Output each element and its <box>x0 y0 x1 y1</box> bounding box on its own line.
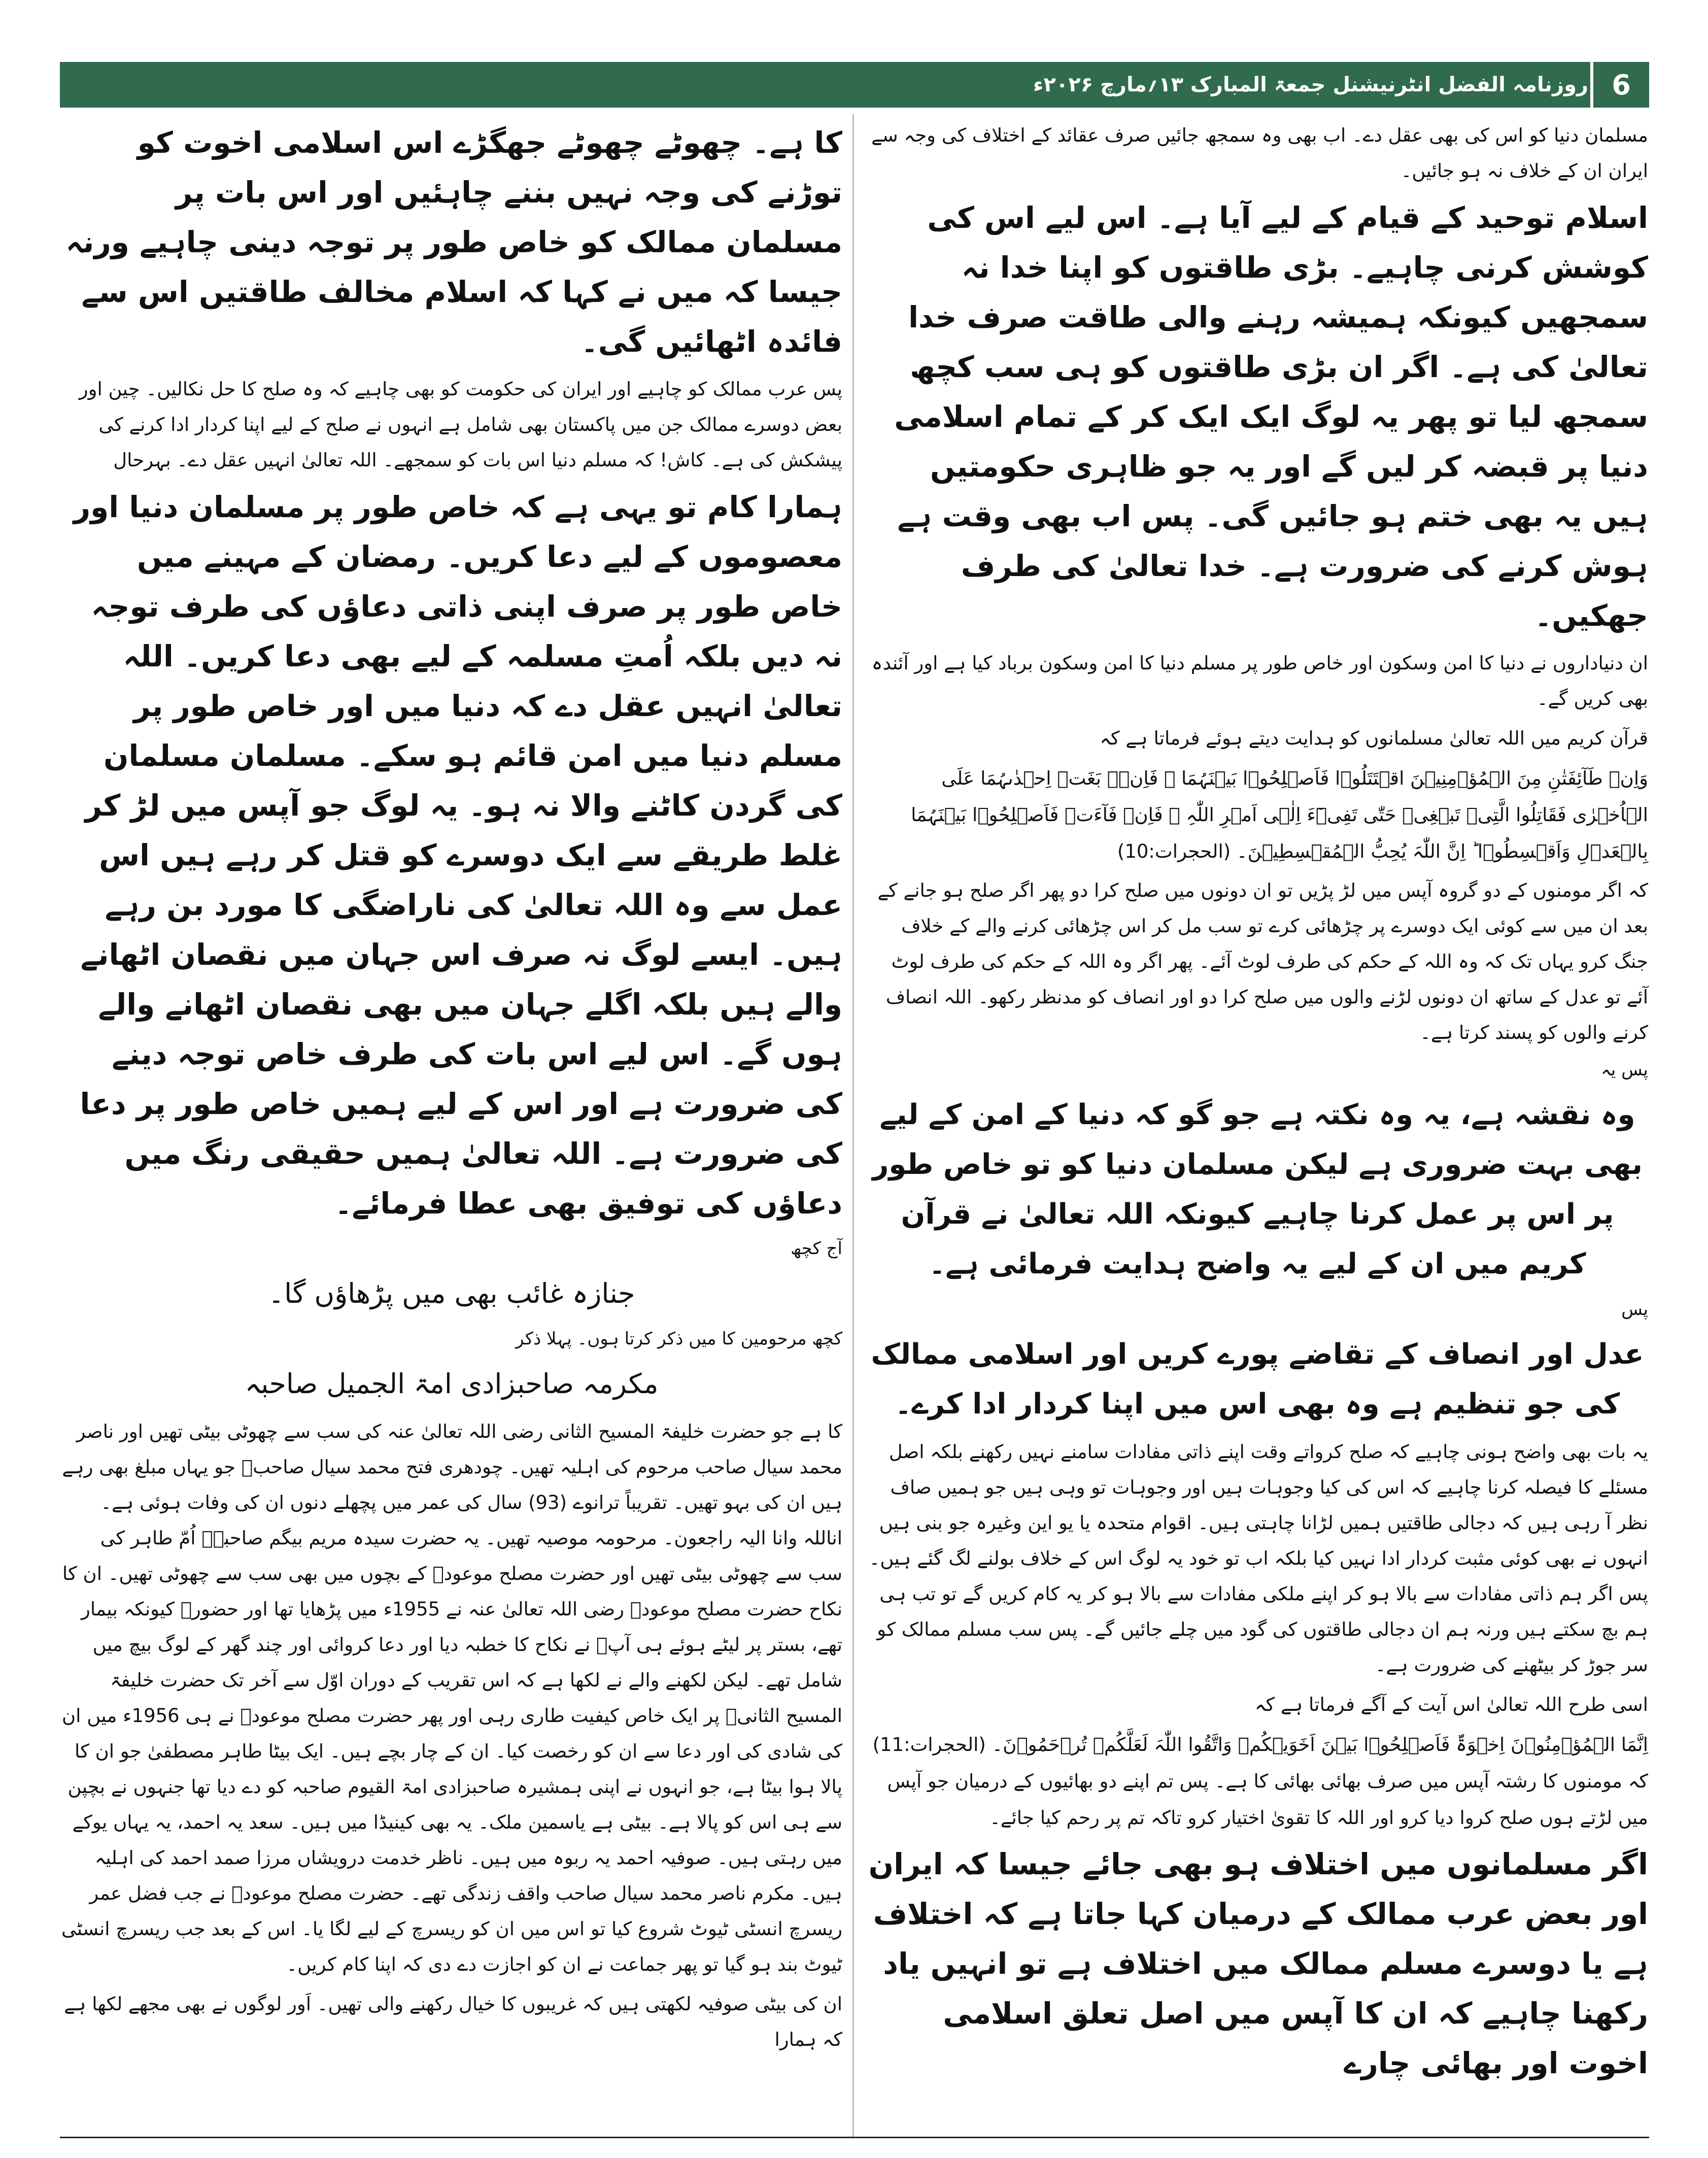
paragraph: ان کی بیٹی صوفیہ لکھتی ہیں کہ غریبوں کا خیال رکھنے والی تھیں۔ اَور لوگوں نے بھی مجھے لکھا ہے کہ ہمارا <box>64 1993 842 2050</box>
newspaper-title: روزنامہ الفضل انٹرنیشنل جمعۃ المبارک ۱۳؍مارچ ۲۰۲۶ء <box>1033 73 1588 96</box>
paragraph: پس یہ <box>1600 1060 1648 1080</box>
paragraph: قرآن کریم میں اللہ تعالیٰ مسلمانوں کو ہدایت دیتے ہوئے فرماتا ہے کہ <box>1100 727 1648 749</box>
quran-verse: اِنَّمَا الۡمُؤۡمِنُوۡنَ اِخۡوَۃٌ فَاَصۡلِحُوۡا بَیۡنَ اَخَوَیۡکُمۡ وَاتَّقُوا اللّٰہَ لَعَلَّکُمۡ تُرۡحَمُوۡنَ۔ (الحجرات:11) کہ مومنوں کا رشتہ آپس میں صرف بھائی بھائی کا ہے۔ پس تم اپنے دو بھائیوں کے درمیان جو آپس میں لڑتے ہوں صلح کروا دیا کرو اور اللہ کا تقویٰ اختیار کرو تاکہ تم پر رحم کیا جائے۔ <box>872 1734 1648 1829</box>
paragraph: یہ بات بھی واضح ہونی چاہیے کہ صلح کرواتے وقت اپنے ذاتی مفادات سامنے نہیں رکھنے بلکہ اصل مسئلے کا فیصلہ کرنا چاہیے کہ اس کی کیا وجوہات ہیں اور وجوہات تو وہی ہیں جو ہمیں صاف نظر آ رہی ہیں کہ دجالی طاقتیں ہمیں لڑانا چاہتی ہیں۔ اقوام متحدہ یا یو این وغیرہ جو بنی ہیں انہوں نے بھی کوئی مثبت کردار ادا نہیں کیا بلکہ اب تو خود یہ لوگ اس کے خلاف بولنے لگ گئے ہیں۔ پس اگر ہم ذاتی مفادات سے بالا ہو کر اپنے ملکی مفادات سے بالا ہو کر یہ کام کریں گے تو تب ہی ہم بچ سکتے ہیں ورنہ ہم ان دجالی طاقتوں کی گود میں چلے جائیں گے۔ پس سب مسلم ممالک کو سر جوڑ کر بیٹھنے کی ضرورت ہے۔ <box>869 1441 1648 1676</box>
bottom-rule <box>60 2137 1649 2138</box>
bold-paragraph: عدل اور انصاف کے تقاضے پورے کریں اور اسلامی ممالک کی جو تنظیم ہے وہ بھی اس میں اپنا کردار ادا کرے۔ <box>871 1338 1644 1421</box>
obituary-heading: مکرمہ صاحبزادی امۃ الجمیل صاحبہ <box>245 1368 659 1400</box>
quran-verse: وَاِنۡ طَآئِفَتٰنِ مِنَ الۡمُؤۡمِنِیۡنَ اقۡتَتَلُوۡا فَاَصۡلِحُوۡا بَیۡنَہُمَا ۚ فَاِنۡۢ بَغَتۡ اِحۡدٰىہُمَا عَلَی الۡاُخۡرٰی فَقَاتِلُوا الَّتِیۡ تَبۡغِیۡ حَتّٰی تَفِیۡٓءَ اِلٰۤی اَمۡرِ اللّٰہِ ۚ فَاِنۡ فَآءَتۡ فَاَصۡلِحُوۡا بَیۡنَہُمَا بِالۡعَدۡلِ وَاَقۡسِطُوۡا ؕ اِنَّ اللّٰہَ یُحِبُّ الۡمُقۡسِطِیۡنَ۔ (الحجرات:10) <box>911 767 1648 862</box>
paragraph: کچھ مرحومین کا میں ذکر کرتا ہوں۔ پہلا ذکر <box>516 1329 842 1349</box>
paragraph: کہ اگر مومنوں کے دو گروہ آپس میں لڑ پڑیں تو ان دونوں میں صلح کرا دو پھر اگر صلح ہو جانے کے بعد ان میں سے کوئی ایک دوسرے پر چڑھائی کرے تو سب مل کر اس چڑھائی کرنے والے کے خلاف جنگ کرو یہاں تک کہ وہ اللہ کے حکم کی طرف لوٹ آئے۔ پھر اگر وہ اللہ کے حکم کی طرف لوٹ آئے تو عدل کے ساتھ ان دونوں لڑنے والوں میں صلح کرا دو اور انصاف کو مدنظر رکھو۔ اللہ انصاف کرنے والوں کو پسند کرتا ہے۔ <box>877 880 1648 1043</box>
paragraph: ان دنیاداروں نے دنیا کا امن وسکون اور خاص طور پر مسلم دنیا کا امن وسکون برباد کیا ہے اور آئندہ بھی کریں گے۔ <box>871 652 1648 710</box>
column-divider <box>852 114 854 2137</box>
paragraph: آج کچھ <box>791 1238 842 1259</box>
paragraph: اسی طرح اللہ تعالیٰ اس آیت کے آگے فرماتا ہے کہ <box>1254 1694 1648 1715</box>
paragraph: مسلمان دنیا کو اس کی بھی عقل دے۔ اب بھی وہ سمجھ جائیں صرف عقائد کے اختلاف کی وجہ سے ایران ان کے خلاف نہ ہو جائیں۔ <box>871 124 1648 182</box>
bold-paragraph: کا ہے۔ چھوٹے چھوٹے جھگڑے اس اسلامی اخوت کو توڑنے کی وجہ نہیں بننے چاہئیں اور اس بات پر مسلمان ممالک کو خاص طور پر توجہ دینی چاہیے ورنہ جیسا کہ میں نے کہا کہ اسلام مخالف طاقتیں اس سے فائدہ اٹھائیں گی۔ <box>65 125 842 359</box>
left-column <box>61 118 842 2062</box>
bold-paragraph: اگر مسلمانوں میں اختلاف ہو بھی جائے جیسا کہ ایران اور بعض عرب ممالک کے درمیان کہا جاتا ہے کہ اختلاف ہے یا دوسرے مسلم ممالک میں اختلاف ہے تو انہیں یاد رکھنا چاہیے کہ ان کا آپس میں اصل تعلق اسلامی اخوت اور بھائی چارے <box>868 1847 1648 2080</box>
bold-paragraph: ہمارا کام تو یہی ہے کہ خاص طور پر مسلمان دنیا اور معصوموں کے لیے دعا کریں۔ رمضان کے مہینے میں خاص طور پر صرف اپنی ذاتی دعاؤں کی طرف توجہ نہ دیں بلکہ اُمتِ مسلمہ کے لیے بھی دعا کریں۔ اللہ تعالیٰ انہیں عقل دے کہ دنیا میں اور خاص طور پر مسلم دنیا میں امن قائم ہو سکے۔ مسلمان مسلمان کی گردن کاٹنے والا نہ ہو۔ یہ لوگ جو آپس میں لڑ کر غلط طریقے سے ایک دوسرے کو قتل کر رہے ہیں اس عمل سے وہ اللہ تعالیٰ کی ناراضگی کا مورد بن رہے ہیں۔ ایسے لوگ نہ صرف اس جہان میں نقصان اٹھانے والے ہیں بلکہ اگلے جہان میں بھی نقصان اٹھانے والے ہوں گے۔ اس لیے اس بات کی طرف خاص توجہ دینے کی ضرورت ہے اور اس کے لیے ہمیں خاص طور پر دعا کی ضرورت ہے۔ اللہ تعالیٰ ہمیں حقیقی رنگ میں دعاؤں کی توفیق بھی عطا فرمائے۔ <box>73 490 842 1221</box>
page-number: 6 <box>1612 69 1631 101</box>
paragraph: کا ہے جو حضرت خلیفۃ المسیح الثانی رضی اللہ تعالیٰ عنہ کی سب سے چھوٹی بیٹی تھیں اور ناصر محمد سیال صاحب مرحوم کی اہلیہ تھیں۔ چودھری فتح محمد سیال صاحبؓ جو یہاں مبلغ بھی رہے ہیں ان کی بہو تھیں۔ تقریباً ترانوے (93) سال کی عمر میں پچھلے دنوں ان کی وفات ہوئی ہے۔ اناللہ وانا الیہ راجعون۔ مرحومہ موصیہ تھیں۔ یہ حضرت سیدہ مریم بیگم صاحبہؓ اُمّ طاہر کی سب سے چھوٹی بیٹی تھیں اور حضرت مصلح موعودؓ کے بچوں میں بھی سب سے چھوٹی تھیں۔ ان کا نکاح حضرت مصلح موعودؓ رضی اللہ تعالیٰ عنہ نے 1955ء میں پڑھایا تھا اور حضورؓ کیونکہ بیمار تھے، بستر پر لیٹے ہوئے ہی آپؓ نے نکاح کا خطبہ دیا اور دعا کروائی اور چند گھر کے لوگ بیچ میں شامل تھے۔ لیکن لکھنے والے نے لکھا ہے کہ اس تقریب کے دوران اوّل سے آخر تک حضرت خلیفۃ المسیح الثانیؓ پر ایک خاص کیفیت طاری رہی اور پھر حضرت مصلح موعودؓ نے ہی 1956ء میں ان کی شادی کی اور دعا سے ان کو رخصت کیا۔ ان کے چار بچے ہیں۔ ایک بیٹا طاہر مصطفیٰ جو ان کا پالا ہوا بیٹا ہے، جو انہوں نے اپنی ہمشیرہ صاحبزادی امۃ القیوم صاحبہ کو دے دیا تھا جنہوں نے بچپن سے ہی اس کو پالا ہے۔ بیٹی ہے یاسمین ملک۔ یہ بھی کینیڈا میں ہیں۔ سعد یہ احمد، یہ یہاں یوکے میں رہتی ہیں۔ صوفیہ احمد یہ ربوہ میں ہیں۔ ناظر خدمت درویشاں مرزا صمد احمد کی اہلیہ ہیں۔ مکرم ناصر محمد سیال صاحب واقف زندگی تھے۔ حضرت مصلح موعودؓ نے جب فضل عمر ریسرچ انسٹی ٹیوٹ شروع کیا تو اس میں ان کو ریسرچ کے لیے لگا یا۔ اس کے بعد جب ریسرچ انسٹی ٹیوٹ بند ہو گیا تو پھر جماعت نے ان کو اجازت دے دی کہ اپنا کام کریں۔ <box>61 1421 842 1975</box>
right-column <box>867 118 1648 2093</box>
paragraph: پس عرب ممالک کو چاہیے اور ایران کی حکومت کو بھی چاہیے کہ وہ صلح کا حل نکالیں۔ چین اور بعض دوسرے ممالک جن میں پاکستان بھی شامل ہے انہوں نے صلح کے لیے اپنا کردار ادا کرنے کی پیشکش کی ہے۔ کاش! کہ مسلم دنیا اس بات کو سمجھے۔ اللہ تعالیٰ انہیں عقل دے۔ بہرحال <box>79 378 842 471</box>
bold-paragraph: وہ نقشہ ہے، یہ وہ نکتہ ہے جو گو کہ دنیا کے امن کے لیے بھی بہت ضروری ہے لیکن مسلمان دنیا کو تو خاص طور پر اس پر عمل کرنا چاہیے کیونکہ اللہ تعالیٰ نے قرآن کریم میں ان کے لیے یہ واضح ہدایت فرمائی ہے۔ <box>872 1098 1643 1280</box>
paragraph: پس <box>1621 1299 1648 1320</box>
bold-paragraph: اسلام توحید کے قیام کے لیے آیا ہے۔ اس لیے اس کی کوشش کرنی چاہیے۔ بڑی طاقتوں کو اپنا خدا نہ سمجھیں کیونکہ ہمیشہ رہنے والی طاقت صرف خدا تعالیٰ کی ہے۔ اگر ان بڑی طاقتوں کو ہی سب کچھ سمجھ لیا تو پھر یہ لوگ ایک ایک کر کے تمام اسلامی دنیا پر قبضہ کر لیں گے اور یہ جو ظاہری حکومتیں ہیں یہ بھی ختم ہو جائیں گی۔ پس اب بھی وقت ہے ہوش کرنے کی ضرورت ہے۔ خدا تعالیٰ کی طرف جھکیں۔ <box>894 200 1648 633</box>
page-header <box>60 62 1649 108</box>
section-heading: جنازہ غائب بھی میں پڑھاؤں گا۔ <box>268 1277 635 1309</box>
page-number-box <box>1590 62 1649 108</box>
